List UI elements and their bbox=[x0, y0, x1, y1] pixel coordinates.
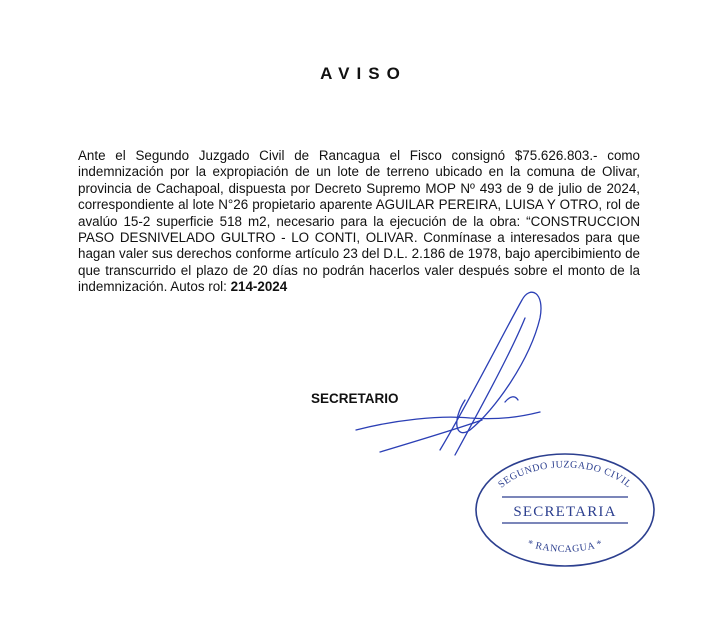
case-number: 214-2024 bbox=[230, 279, 288, 295]
court-seal bbox=[470, 450, 660, 570]
seal-top-text: SEGUNDO JUZGADO CIVIL bbox=[496, 459, 634, 491]
seal-bottom-text: * RANCAGUA * bbox=[525, 538, 605, 555]
notice-paragraph: Ante el Segundo Juzgado Civil de Rancagua el Fisco consignó $75.626.803.- como indemnización por la expropiación de un lote de terreno ubicado en la comuna de Olivar, provincia de Cachapoal, dispuesta por Decreto Supremo MOP Nº 493 de 9 de julio de 2024, correspondiente al lote N°26 propietario aparente AGUILAR PEREIRA, LUISA Y OTRO, rol de avalúo 15-2 superficie 518 m2, necesario para la ejecución de la obra: “CONSTRUCCION PASO DESNIVELADO GULTRO - LO CONTI, OLIVAR. Conmínase a interesados para que hagan valer sus derechos conforme artículo 23 del D.L. 2.186 de 1978, bajo apercibimiento de que transcurrido el plazo de 20 días no podrán hacerlos valer después sobre el monto de la indemnización. Autos rol: bbox=[78, 148, 640, 295]
seal-center-text: SECRETARIA bbox=[513, 504, 617, 520]
document-title: AVISO bbox=[320, 64, 407, 83]
notice-body bbox=[78, 148, 640, 296]
signer-title: SECRETARIO bbox=[311, 391, 399, 406]
